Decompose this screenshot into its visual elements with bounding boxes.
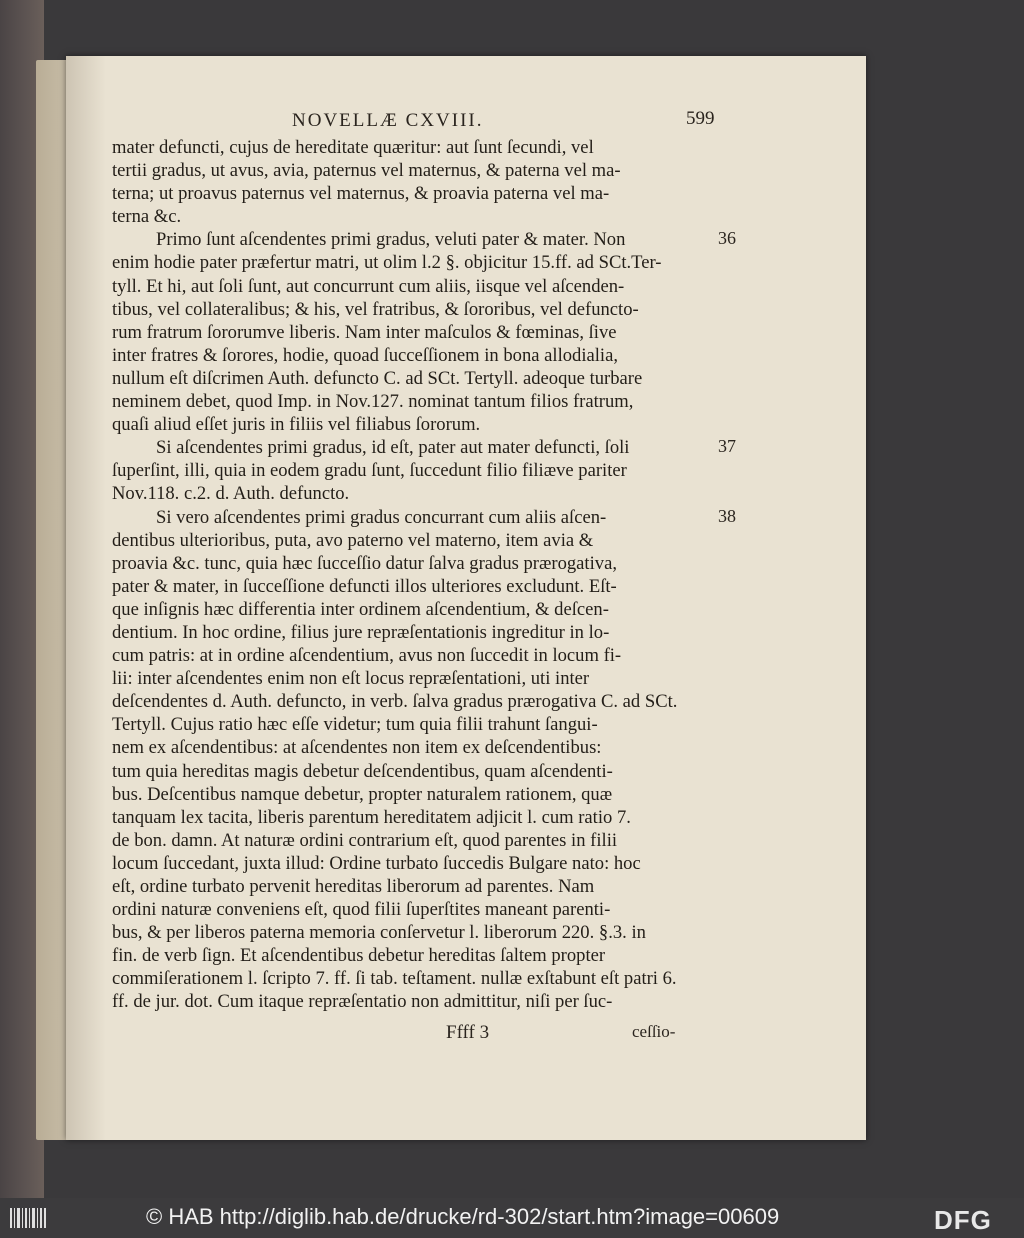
text-line: bus. Deſcentibus namque debetur, propter naturalem rationem, quæ — [112, 783, 613, 805]
text-line: terna; ut proavus paternus vel maternus, & proavia paterna vel ma- — [112, 183, 610, 205]
running-header: NOVELLÆ CXVIII. — [292, 110, 484, 131]
dfg-logo: DFG — [934, 1205, 992, 1235]
text-line: inter fratres & ſorores, hodie, quoad ſucceſſionem in bona allodialia, — [112, 344, 618, 366]
text-line: dentibus ulterioribus, puta, avo paterno vel materno, item avia & — [112, 529, 594, 551]
text-line: nullum eſt diſcrimen Auth. defuncto C. ad SCt. Tertyll. adeoque turbare — [112, 367, 643, 389]
text-line: ff. de jur. dot. Cum itaque repræſentatio non admittitur, niſi per ſuc- — [112, 991, 613, 1013]
signature-mark: Ffff 3 — [446, 1022, 490, 1043]
text-line: Tertyll. Cujus ratio hæc eſſe videtur; tum quia filii trahunt ſangui- — [112, 714, 598, 736]
text-line: eſt, ordine turbato pervenit hereditas liberorum ad parentes. Nam — [112, 876, 595, 897]
text-line: cum patris: at in ordine aſcendentium, avus non ſuccedit in locum fi- — [112, 645, 622, 667]
text-line: fin. de verb ſign. Et aſcendentibus debetur hereditas ſaltem propter — [112, 945, 606, 967]
text-line: commiſerationem l. ſcripto 7. ff. ſi tab. teſtament. nullæ exſtabunt eſt patri 6. — [112, 968, 677, 990]
text-line: tanquam lex tacita, liberis parentum hereditatem adjicit l. cum ratio 7. — [112, 806, 631, 828]
book-page — [66, 56, 866, 1140]
text-line: nem ex aſcendentibus: at aſcendentes non item ex deſcendentibus: — [112, 737, 602, 759]
text-line: dentium. In hoc ordine, filius jure repræſentationis ingreditur in lo- — [112, 621, 610, 643]
text-line: deſcendentes d. Auth. defuncto, in verb. ſalva gradus prærogativa C. ad SCt. — [112, 691, 678, 713]
text-line: Si vero aſcendentes primi gradus concurrant cum aliis aſcen- — [156, 506, 607, 528]
text-line: lii: inter aſcendentes enim non eſt locus repræſentationi, uti inter — [112, 668, 590, 690]
text-line: Primo ſunt aſcendentes primi gradus, veluti pater & mater. Non — [156, 229, 626, 251]
text-line: tertii gradus, ut avus, avia, paternus vel maternus, & paterna vel ma- — [112, 160, 621, 182]
text-line: terna &c. — [112, 206, 182, 228]
text-line: Nov.118. c.2. d. Auth. defuncto. — [112, 483, 350, 505]
text-line: rum fratrum ſororumve liberis. Nam inter maſculos & fœminas, ſive — [112, 321, 617, 343]
body-text — [112, 136, 712, 1014]
copyright-link[interactable]: © HAB http://diglib.hab.de/drucke/rd-302/start.htm?image=00609 — [146, 1204, 780, 1229]
text-line: tum quia hereditas magis debetur deſcendentibus, quam aſcendenti- — [112, 760, 613, 782]
text-line: que inſignis hæc differentia inter ordinem aſcendentium, & deſcen- — [112, 598, 609, 620]
text-line: locum ſuccedant, juxta illud: Ordine turbato ſuccedis Bulgare nato: hoc — [112, 852, 641, 874]
text-line: mater defuncti, cujus de hereditate quæritur: aut ſunt ſecundi, vel — [112, 137, 594, 158]
text-line: pater & mater, in ſucceſſione defuncti illos ulteriores excludunt. Eſt- — [112, 575, 617, 597]
margin-number: 36 — [718, 228, 736, 249]
text-line: Si aſcendentes primi gradus, id eſt, pater aut mater defuncti, ſoli — [156, 437, 630, 459]
page-number: 599 — [686, 108, 715, 129]
catchword: ceſſio- — [632, 1022, 676, 1041]
text-line: ordini naturæ conveniens eſt, quod filii ſuperſtites maneant parenti- — [112, 899, 611, 921]
text-line: neminem debet, quod Imp. in Nov.127. nominat tantum filios fratrum, — [112, 391, 634, 413]
text-line: bus, & per liberos paterna memoria conſervetur l. liberorum 220. §.3. in — [112, 922, 646, 944]
footer-bar — [0, 1198, 1024, 1238]
text-line: enim hodie pater præfertur matri, ut olim l.2 §. objicitur 15.ff. ad SCt.Ter- — [112, 252, 662, 274]
margin-number: 37 — [718, 436, 736, 457]
text-line: tibus, vel collateralibus; & his, vel fratribus, & ſororibus, vel defuncto- — [112, 298, 639, 320]
text-line: quaſi aliud eſſet juris in filiis vel filiabus ſororum. — [112, 414, 481, 436]
text-line: proavia &c. tunc, quia hæc ſucceſſio datur ſalva gradus prærogativa, — [112, 552, 617, 574]
text-line: ſuperſint, illi, quia in eodem gradu ſunt, ſuccedunt filio filiæve pariter — [112, 460, 627, 482]
margin-number: 38 — [718, 505, 736, 526]
text-line: de bon. damn. At naturæ ordini contrarium eſt, quod parentes in filii — [112, 829, 618, 851]
text-line: tyll. Et hi, aut ſoli ſunt, aut concurrunt cum aliis, iisque vel aſcenden- — [112, 275, 625, 297]
hab-barcode-logo-icon — [8, 1205, 48, 1231]
